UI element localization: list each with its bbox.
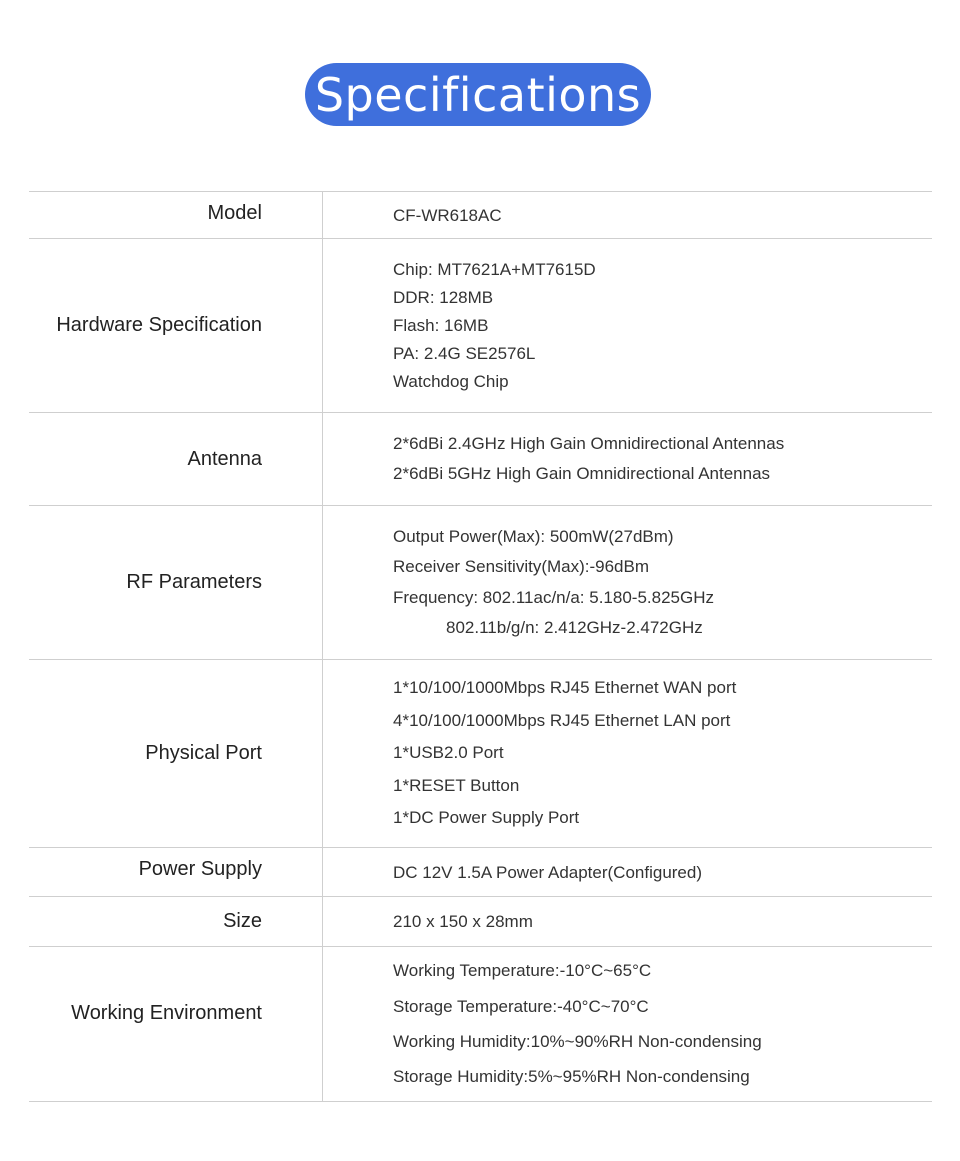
spec-values (323, 413, 932, 505)
spec-row-model (29, 192, 932, 239)
spec-value: Frequency: 802.11ac/n/a: 5.180-5.825GHz (393, 587, 714, 607)
spec-values (323, 506, 932, 659)
spec-values (323, 897, 932, 946)
spec-value: 1*USB2.0 Port (393, 743, 504, 763)
spec-value: 210 x 150 x 28mm (393, 911, 533, 931)
spec-row-size (29, 897, 932, 947)
spec-label: Size (29, 897, 323, 946)
spec-value: Receiver Sensitivity(Max):-96dBm (393, 557, 650, 576)
spec-value: Storage Temperature:-40°C~70°C (393, 996, 649, 1016)
spec-values (323, 947, 932, 1101)
spec-row-physical-port (29, 660, 932, 848)
spec-row-rf-parameters (29, 506, 932, 660)
spec-row-power-supply (29, 848, 932, 897)
spec-value: 1*RESET Button (393, 775, 520, 795)
spec-row-working-environment (29, 947, 932, 1102)
spec-value: 802.11b/g/n: 2.412GHz-2.472GHz (446, 618, 703, 637)
spec-label: Working Environment (29, 947, 323, 1101)
spec-label: Power Supply (29, 848, 323, 896)
spec-value: Working Temperature:-10°C~65°C (393, 961, 652, 981)
spec-values (323, 192, 932, 238)
spec-label: Hardware Specification (29, 239, 323, 412)
spec-value: Output Power(Max): 500mW(27dBm) (393, 526, 674, 546)
spec-label: Antenna (29, 413, 323, 505)
spec-value: 2*6dBi 5GHz High Gain Omnidirectional Antennas (393, 464, 771, 483)
spec-label: Model (29, 192, 323, 238)
spec-value: Working Humidity:10%~90%RH Non-condensing (393, 1032, 762, 1051)
spec-value: Storage Humidity:5%~95%RH Non-condensing (393, 1067, 750, 1087)
spec-value: 4*10/100/1000Mbps RJ45 Ethernet LAN port (393, 710, 731, 730)
spec-value: DDR: 128MB (393, 287, 494, 307)
spec-value: DC 12V 1.5A Power Adapter(Configured) (393, 863, 703, 882)
page-title: Specifications (305, 63, 651, 126)
spec-value: 1*DC Power Supply Port (393, 808, 580, 828)
spec-label: RF Parameters (29, 506, 323, 659)
spec-value: 2*6dBi 2.4GHz High Gain Omnidirectional Antennas (393, 434, 785, 453)
spec-values (323, 239, 932, 412)
spec-value: Flash: 16MB (393, 315, 489, 335)
spec-values (323, 660, 932, 847)
spec-value: Chip: MT7621A+MT7615D (393, 259, 596, 279)
spec-values (323, 848, 932, 896)
spec-value: 1*10/100/1000Mbps RJ45 Ethernet WAN port (393, 678, 737, 698)
spec-row-antenna (29, 413, 932, 506)
spec-value: Watchdog Chip (393, 371, 509, 391)
spec-row-hardware (29, 239, 932, 413)
spec-table (29, 191, 932, 1102)
spec-value: PA: 2.4G SE2576L (393, 343, 536, 363)
spec-value: CF-WR618AC (393, 206, 502, 225)
spec-label: Physical Port (29, 660, 323, 847)
